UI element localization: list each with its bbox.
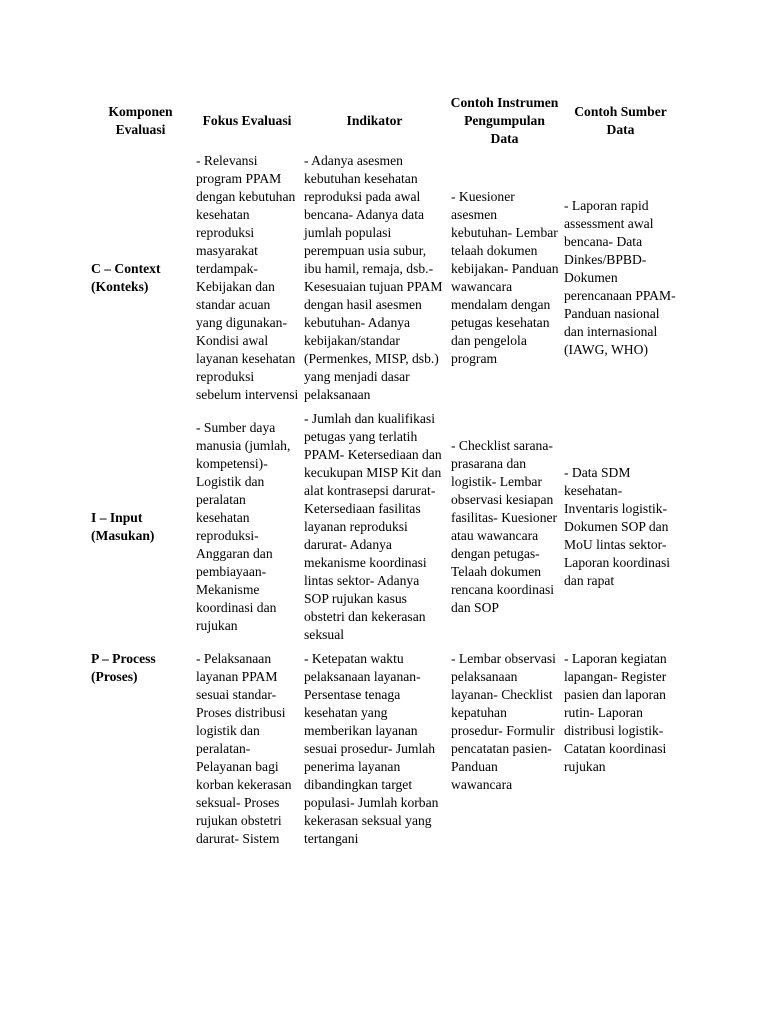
cell-indikator: - Adanya asesmen kebutuhan kesehatan reproduksi pada awal bencana- Adanya data jumlah populasi perempuan usia subur, ibu hamil, remaja, dsb.- Kesesuaian tujuan PPAM dengan hasil asesmen kebutuhan- Adanya kebijakan/standar (Permenkes, MISP, dsb.) yang menjadi dasar pelaksanaan: [304, 153, 443, 402]
table-row: [88, 648, 680, 848]
cell-indikator: - Ketepatan waktu pelaksanaan layanan- Persentase tenaga kesehatan yang memberikan layanan sesuai prosedur- Jumlah penerima layanan dibandingkan target populasi- Jumlah korban kekerasan seksual yang tertangani: [304, 651, 439, 846]
header-fokus: Fokus Evaluasi: [202, 113, 292, 128]
cell-sumber: - Data SDM kesehatan- Inventaris logistik- Dokumen SOP dan MoU lintas sektor- Laporan koordinasi dan rapat: [564, 465, 671, 588]
cell-fokus: - Sumber daya manusia (jumlah, kompetensi)- Logistik dan peralatan kesehatan reproduksi- Anggaran dan pembiayaan- Mekanisme koordinasi dan rujukan: [196, 420, 291, 633]
cell-sumber: - Laporan kegiatan lapangan- Register pasien dan laporan rutin- Laporan distribusi logistik- Catatan koordinasi rujukan: [564, 651, 667, 774]
header-komponen: Komponen Evaluasi: [108, 104, 173, 137]
cell-komponen: C – Context (Konteks): [91, 261, 161, 294]
cell-komponen: P – Process (Proses): [91, 651, 156, 684]
evaluation-table: [88, 94, 680, 848]
header-sumber: Contoh Sumber Data: [574, 104, 667, 137]
cell-instrumen: - Kuesioner asesmen kebutuhan- Lembar telaah dokumen kebijakan- Panduan wawancara mendalam dengan petugas kesehatan dan pengelola program: [451, 189, 559, 366]
header-indikator: Indikator: [346, 113, 403, 128]
cell-fokus: - Relevansi program PPAM dengan kebutuhan kesehatan reproduksi masyarakat terdampak- Kebijakan dan standar acuan yang digunakan- Kondisi awal layanan kesehatan reproduksi sebelum intervensi: [196, 153, 299, 402]
table-row: [88, 152, 680, 408]
cell-sumber: - Laporan rapid assessment awal bencana- Data Dinkes/BPBD- Dokumen perencanaan PPAM- Panduan nasional dan internasional (IAWG, WHO): [564, 198, 676, 357]
cell-indikator: - Jumlah dan kualifikasi petugas yang terlatih PPAM- Ketersediaan dan kecukupan MISP Kit dan alat kontrasepsi darurat- Ketersediaan fasilitas layanan reproduksi darurat- Adanya mekanisme koordinasi lintas sektor- Adanya SOP rujukan kasus obstetri dan kekerasan seksual: [304, 411, 442, 642]
table-row: [88, 408, 680, 648]
cell-fokus: - Pelaksanaan layanan PPAM sesuai standar- Proses distribusi logistik dan peralatan- Pelayanan bagi korban kekerasan seksual- Proses rujukan obstetri darurat- Sistem: [196, 651, 292, 846]
cell-instrumen: - Checklist sarana-prasarana dan logistik- Lembar observasi kesiapan fasilitas- Kuesioner atau wawancara dengan petugas- Telaah dokumen rencana koordinasi dan SOP: [451, 438, 558, 615]
table-header-row: [88, 94, 680, 152]
header-instrumen: Contoh Instrumen Pengumpulan Data: [450, 95, 559, 146]
cell-instrumen: - Lembar observasi pelaksanaan layanan- Checklist kepatuhan prosedur- Formulir pencatatan pasien- Panduan wawancara: [451, 651, 556, 792]
cell-komponen: I – Input (Masukan): [91, 510, 155, 543]
